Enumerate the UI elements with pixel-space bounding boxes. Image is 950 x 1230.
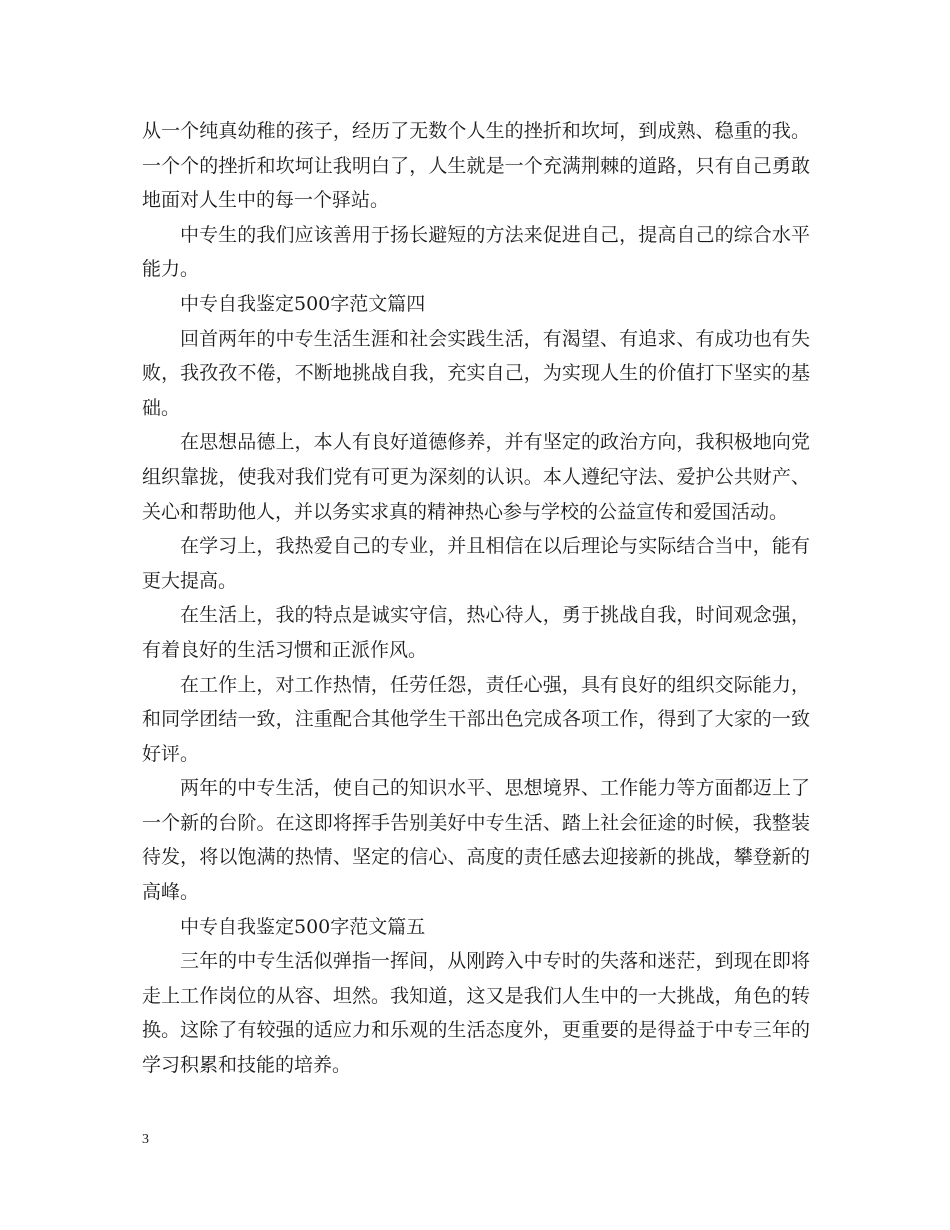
document-body bbox=[142, 114, 810, 1083]
paragraph: 三年的中专生活似弹指一挥间，从刚跨入中专时的失落和迷茫，到现在即将走上工作岗位的从容、坦然。我知道，这又是我们人生中的一大挑战，角色的转换。这除了有较强的适应力和乐观的生活态度外，更重要的是得益于中专三年的学习积累和技能的培养。 bbox=[142, 950, 810, 1077]
section-heading: 中专自我鉴定500字范文篇四 bbox=[180, 292, 426, 315]
page-number: 3 bbox=[142, 1132, 149, 1147]
paragraph: 在学习上，我热爱自己的专业，并且相信在以后理论与实际结合当中，能有更大提高。 bbox=[142, 535, 810, 592]
paragraph: 在思想品德上，本人有良好道德修养，并有坚定的政治方向，我积极地向党组织靠拢，使我对我们党有可更为深刻的认识。本人遵纪守法、爱护公共财产、关心和帮助他人，并以务实求真的精神热心参与学校的公益宣传和爱国活动。 bbox=[142, 431, 810, 523]
paragraph: 回首两年的中专生活生涯和社会实践生活，有渴望、有追求、有成功也有失败，我孜孜不倦，不断地挑战自我，充实自己，为实现人生的价值打下坚实的基础。 bbox=[142, 327, 810, 419]
paragraph: 从一个纯真幼稚的孩子，经历了无数个人生的挫折和坎坷，到成熟、稳重的我。一个个的挫折和坎坷让我明白了，人生就是一个充满荆棘的道路，只有自己勇敢地面对人生中的每一个驿站。 bbox=[142, 120, 810, 212]
paragraph: 两年的中专生活，使自己的知识水平、思想境界、工作能力等方面都迈上了一个新的台阶。在这即将挥手告别美好中专生活、踏上社会征途的时候，我整装待发，将以饱满的热情、坚定的信心、高度的责任感去迎接新的挑战，攀登新的高峰。 bbox=[142, 777, 810, 904]
paragraph: 中专生的我们应该善用于扬长避短的方法来促进自己，提高自己的综合水平能力。 bbox=[142, 223, 810, 281]
paragraph: 在工作上，对工作热情，任劳任怨，责任心强，具有良好的组织交际能力，和同学团结一致，注重配合其他学生干部出色完成各项工作，得到了大家的一致好评。 bbox=[142, 673, 810, 765]
section-heading: 中专自我鉴定500字范文篇五 bbox=[180, 915, 426, 938]
paragraph: 在生活上，我的特点是诚实守信，热心待人，勇于挑战自我，时间观念强，有着良好的生活习惯和正派作风。 bbox=[142, 604, 810, 661]
